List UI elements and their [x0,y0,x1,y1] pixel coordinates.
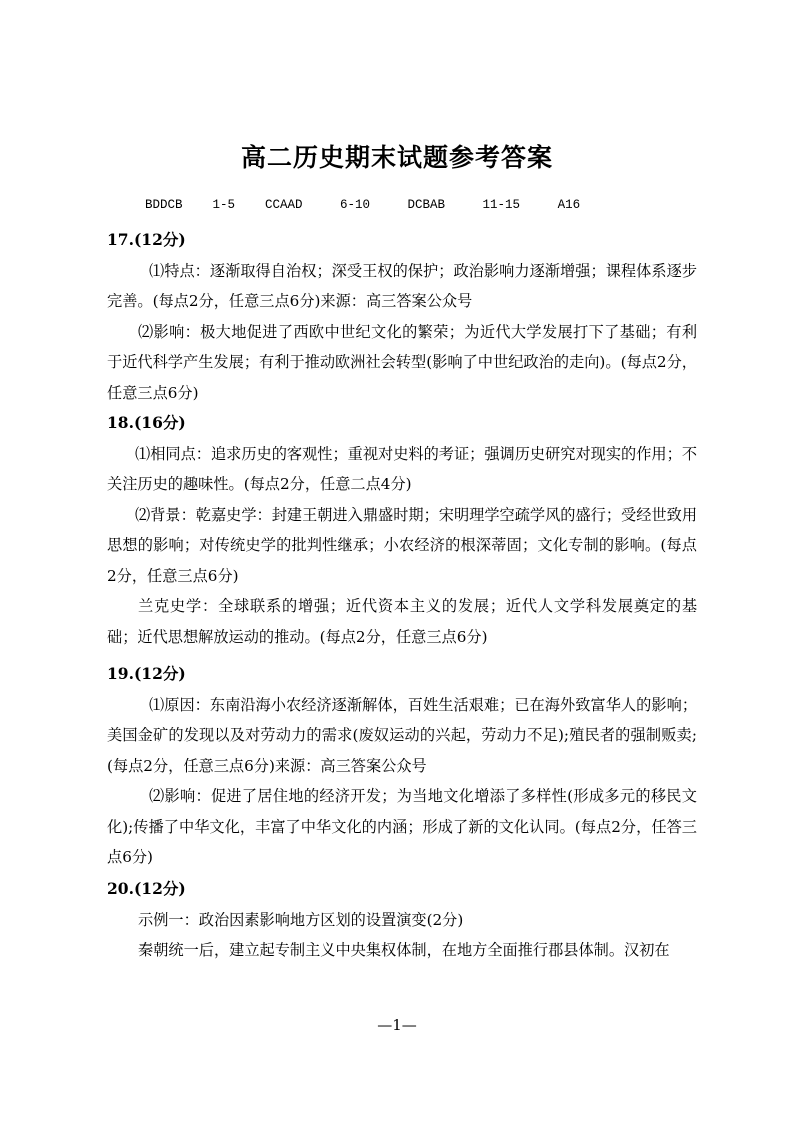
question-17-heading: 17.(12分) [107,230,186,249]
question-17 [107,225,697,408]
question-17-part-1: ⑴特点：逐渐取得自治权；深受王权的保护；政治影响力逐渐增强；课程体系逐步完善。(每点2分，任意三点6分)来源：高三答案公众号 [107,261,697,310]
question-18-part-1: ⑴相同点：追求历史的客观性；重视对史料的考证；强调历史研究对现实的作用；不关注历史的趣味性。(每点2分，任意二点4分) [107,444,697,493]
question-19-part-2: ⑵影响：促进了居住地的经济开发；为当地文化增添了多样性(形成多元的移民文化);传播了中华文化，丰富了中华文化的内涵；形成了新的文化认同。(每点2分，任答三点6分) [107,787,697,866]
question-20-text: 秦朝统一后，建立起专制主义中央集权体制，在地方全面推行郡县体制。汉初在 [138,941,670,959]
question-20 [107,874,697,966]
question-20-example-1: 示例一：政治因素影响地方区划的设置演变(2分) [138,910,464,929]
question-18 [107,408,697,652]
page-title: 高二历史期末试题参考答案 [240,143,553,172]
question-18-part-2: ⑵背景：乾嘉史学：封建王朝进入鼎盛时期；宋明理学空疏学风的盛行；受经世致用思想的影响；对传统史学的批判性继承；小农经济的根深蒂固；文化专制的影响。(每点2分，任意三点6分) [107,505,697,585]
question-18-part-3: 兰克史学：全球联系的增强；近代资本主义的发展；近代人文学科发展奠定的基础；近代思想解放运动的推动。(每点2分，任意三点6分) [107,597,697,646]
question-19 [107,659,697,873]
question-20-heading: 20.(12分) [107,879,186,898]
question-17-part-2: ⑵影响：极大地促进了西欧中世纪文化的繁荣；为近代大学发展打下了基础；有利于近代科学产生发展；有利于推动欧洲社会转型(影响了中世纪政治的走向)。(每点2分，任意三点6分) [107,322,697,402]
page-number: —1— [377,1016,417,1034]
question-19-heading: 19.(12分) [107,664,186,683]
question-19-part-1: ⑴原因：东南沿海小农经济逐渐解体，百姓生活艰难；已在海外致富华人的影响；美国金矿的发现以及对劳动力的需求(废奴运动的兴起，劳动力不足);殖民者的强制贩卖;(每点2分，任意三点6分)来源：高三答案公众号 [107,695,697,775]
multiple-choice-answers: BDDCB 1-5 CCAAD 6-10 DCBAB 11-15 A16 [145,198,581,212]
question-18-heading: 18.(16分) [107,413,186,432]
